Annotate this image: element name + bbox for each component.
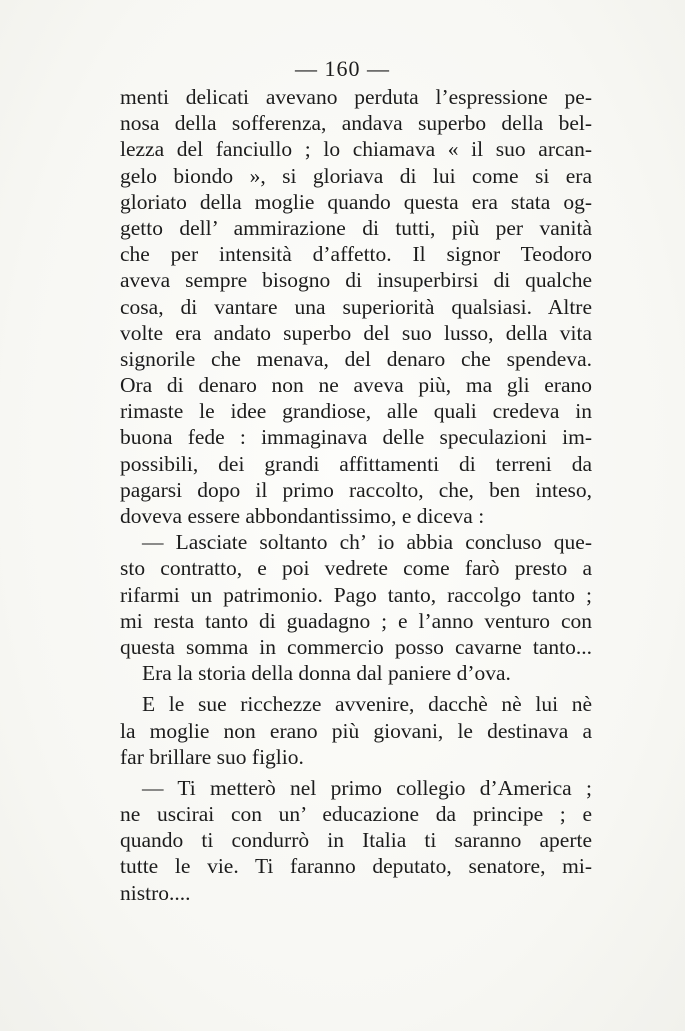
text-line: rifarmi un patrimonio. Pago tanto, raccolgo tanto ; — [120, 582, 592, 607]
text-line: doveva essere abbondantissimo, e diceva : — [120, 504, 485, 528]
text-line: gloriato della moglie quando questa era stata og- — [120, 189, 592, 214]
text-line: la moglie non erano più giovani, le destinava a — [120, 718, 592, 743]
text-line: buona fede : immaginava delle speculazioni im- — [120, 425, 592, 450]
text-line: gelo biondo », si gloriava di lui come si era — [120, 163, 592, 188]
text-line: — Ti metterò nel primo collegio d’America ; — [142, 775, 592, 800]
text-line: quando ti condurrò in Italia ti saranno aperte — [120, 828, 592, 853]
text-line: mi resta tanto di guadagno ; e l’anno venturo con — [120, 608, 592, 633]
text-line: volte era andato superbo del suo lusso, della vita — [120, 320, 592, 345]
text-line: nosa della sofferenza, andava superbo della bel- — [120, 111, 592, 136]
text-line: questa somma in commercio posso cavarne tanto... — [120, 634, 592, 659]
text-line: rimaste le idee grandiose, alle quali credeva in — [120, 399, 592, 424]
text-line: — Lasciate soltanto ch’ io abbia concluso que- — [142, 530, 592, 555]
text-line: Ora di denaro non ne aveva più, ma gli erano — [120, 373, 592, 398]
page-number: — 160 — — [295, 56, 390, 81]
text-line: possibili, dei grandi affittamenti di terreni da — [120, 451, 592, 476]
text-line: pagarsi dopo il primo raccolto, che, ben inteso, — [120, 477, 592, 502]
text-line: E le sue ricchezze avvenire, dacchè nè lui nè — [142, 692, 592, 717]
body-text — [120, 84, 592, 906]
text-line: che per intensità d’affetto. Il signor Teodoro — [120, 242, 592, 267]
text-line: lezza del fanciullo ; lo chiamava « il suo arcan- — [120, 137, 592, 162]
text-line: nistro.... — [120, 880, 191, 905]
text-line: aveva sempre bisogno di insuperbirsi di qualche — [120, 268, 592, 293]
text-line: ne uscirai con un’ educazione da principe ; e — [120, 802, 592, 827]
text-line: cosa, di vantare una superiorità qualsiasi. Altre — [120, 294, 592, 319]
text-line: menti delicati avevano perduta l’espressione pe- — [120, 85, 592, 109]
text-line: tutte le vie. Ti faranno deputato, senatore, mi- — [120, 854, 592, 879]
text-line: getto dell’ ammirazione di tutti, più per vanità — [120, 215, 592, 240]
text-line: signorile che menava, del denaro che spendeva. — [120, 346, 592, 371]
text-line: sto contratto, e poi vedrete come farò presto a — [120, 556, 592, 581]
text-line: far brillare suo figlio. — [120, 744, 304, 769]
text-line: Era la storia della donna dal paniere d’ova. — [142, 661, 511, 686]
